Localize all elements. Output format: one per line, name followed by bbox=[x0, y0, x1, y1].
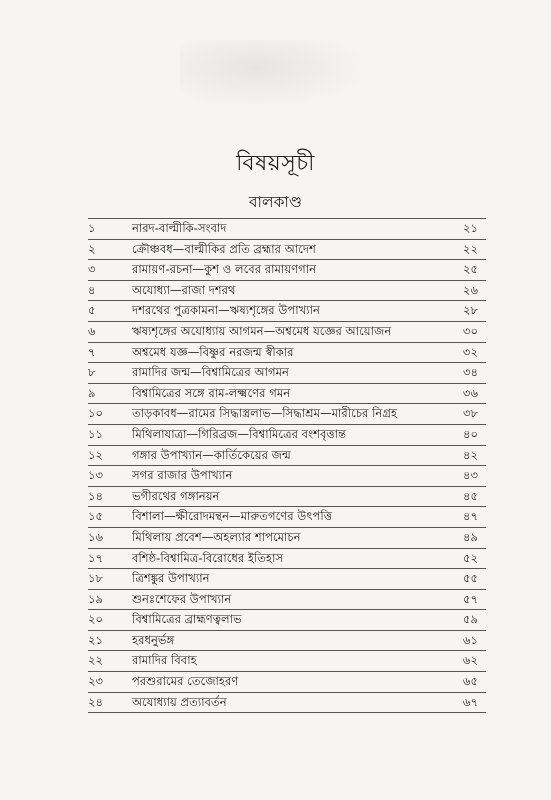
toc-row bbox=[88, 384, 486, 405]
toc-row bbox=[88, 487, 486, 508]
toc-number: ২৪ bbox=[88, 694, 104, 709]
toc-title: শুনঃশেফের উপাখ্যান bbox=[132, 591, 232, 606]
toc-page-number: ৪৫ bbox=[462, 488, 478, 503]
toc-page-number: ৩৪ bbox=[462, 365, 478, 380]
toc-title: অশ্বমেধ যজ্ঞ—বিষ্ণুর নরজন্ম স্বীকার bbox=[132, 344, 294, 359]
toc-page-number: ৪০ bbox=[462, 426, 478, 441]
toc-title: মিথিলাযাত্রা—গিরিব্রজ—বিশ্বামিত্রের বংশবৃত্তান্ত bbox=[132, 426, 347, 441]
toc-row bbox=[88, 610, 486, 631]
toc-number: ২৩ bbox=[88, 674, 104, 689]
toc-row bbox=[88, 425, 486, 446]
toc-page-number: ২৫ bbox=[462, 262, 478, 277]
toc-number: ১৫ bbox=[88, 509, 104, 524]
toc-row bbox=[88, 466, 486, 487]
toc-row bbox=[88, 281, 486, 302]
toc-number: ১৮ bbox=[88, 571, 104, 586]
toc-row bbox=[88, 631, 486, 652]
toc-number: ২১ bbox=[88, 632, 104, 647]
toc-page-number: ৪৩ bbox=[462, 468, 478, 483]
toc-row bbox=[88, 590, 486, 611]
toc-number: ২০ bbox=[88, 612, 104, 627]
toc-row bbox=[88, 693, 486, 714]
toc-number: ১ bbox=[88, 221, 96, 235]
toc-title: অযোধ্যায় প্রত্যাবর্তন bbox=[132, 694, 227, 709]
toc-row bbox=[88, 651, 486, 672]
toc-title: বিশ্বামিত্রের সঙ্গে রাম-লক্ষ্মণের গমন bbox=[132, 385, 291, 400]
toc-number: ৯ bbox=[88, 385, 96, 400]
toc-page-number: ৫৯ bbox=[462, 612, 478, 627]
toc-title: মিথিলায় প্রবেশ—অহল্যার শাপমোচন bbox=[132, 529, 301, 544]
toc-number: ১৬ bbox=[88, 529, 104, 544]
toc-page-number: ২১ bbox=[462, 221, 478, 235]
toc-row bbox=[88, 363, 486, 384]
toc-number: ১৯ bbox=[88, 591, 104, 606]
toc-title: দশরথের পুত্রকামনা—ঋষ্যশৃঙ্গের উপাখ্যান bbox=[132, 303, 320, 318]
toc-title: রামায়ণ-রচনা—কুশ ও লবের রামায়ণগান bbox=[132, 262, 317, 277]
toc-page-number: ৩৬ bbox=[462, 385, 478, 400]
toc-row bbox=[88, 343, 486, 364]
toc-title: হরধনুর্ভঙ্গ bbox=[132, 632, 175, 647]
toc-row bbox=[88, 507, 486, 528]
toc-title: বশিষ্ঠ-বিশ্বামিত্র-বিরোধের ইতিহাস bbox=[132, 550, 284, 565]
toc-page-number: ৩৮ bbox=[462, 406, 478, 421]
page-title: বিষয়সূচী bbox=[236, 151, 315, 176]
toc-row bbox=[88, 528, 486, 549]
toc-title: তাড়কাবধ—রামের সিদ্ধাস্ত্রলাভ—সিদ্ধাশ্রম—মারীচের নিগ্রহ bbox=[132, 406, 398, 421]
toc-page-number: ৬২ bbox=[462, 653, 478, 668]
table-of-contents bbox=[88, 218, 486, 713]
toc-title: বিশ্বামিত্রের ব্রাহ্মণত্বলাভ bbox=[132, 612, 242, 627]
toc-title: অযোধ্যা—রাজা দশরথ bbox=[132, 282, 236, 297]
toc-row bbox=[88, 569, 486, 590]
toc-row bbox=[88, 672, 486, 693]
toc-number: ৬ bbox=[88, 323, 96, 338]
toc-number: ১২ bbox=[88, 447, 104, 462]
toc-page-number: ৪২ bbox=[462, 447, 478, 462]
toc-title: গঙ্গার উপাখ্যান—কার্তিকেয়ের জন্ম bbox=[132, 447, 291, 462]
toc-number: ৩ bbox=[88, 262, 96, 277]
toc-row bbox=[88, 549, 486, 570]
toc-title: রামাদির জন্ম—বিশ্বামিত্রের আগমন bbox=[132, 365, 289, 380]
toc-number: ৭ bbox=[88, 344, 96, 359]
toc-page-number: ৪৯ bbox=[462, 529, 478, 544]
toc-row bbox=[88, 322, 486, 343]
toc-title: ঋষ্যশৃঙ্গের অযোধ্যায় আগমন—অশ্বমেধ যজ্ঞের আয়োজন bbox=[132, 323, 392, 338]
toc-page-number: ৪৭ bbox=[462, 509, 478, 524]
toc-number: ১০ bbox=[88, 406, 104, 421]
toc-page-number: ৫৭ bbox=[462, 591, 478, 606]
toc-page-number: ২৬ bbox=[462, 282, 478, 297]
toc-title: পরশুরামের তেজোহরণ bbox=[132, 674, 239, 689]
toc-title: রামাদির বিবাহ bbox=[132, 653, 197, 668]
toc-page-number: ৬৭ bbox=[462, 694, 478, 709]
toc-title: বিশালা—ক্ষীরোদমন্থন—মারুতগণের উৎপত্তি bbox=[132, 509, 333, 524]
toc-number: ২ bbox=[88, 241, 96, 256]
toc-title: ক্রৌঞ্চবধ—বাল্মীকির প্রতি ব্রহ্মার আদেশ bbox=[132, 241, 316, 256]
toc-title: নারদ-বাল্মীকি-সংবাদ bbox=[132, 221, 227, 235]
toc-page-number: ৩০ bbox=[462, 323, 478, 338]
toc-title: সগর রাজার উপাখ্যান bbox=[132, 468, 233, 483]
toc-title: ত্রিশঙ্কুর উপাখ্যান bbox=[132, 571, 210, 586]
toc-title: ভগীরথের গঙ্গানয়ন bbox=[132, 488, 220, 503]
toc-number: ১৭ bbox=[88, 550, 104, 565]
toc-number: ২২ bbox=[88, 653, 104, 668]
toc-number: ১৩ bbox=[88, 468, 104, 483]
toc-row bbox=[88, 260, 486, 281]
toc-page-number: ৬১ bbox=[462, 632, 478, 647]
toc-page-number: ৩২ bbox=[462, 344, 478, 359]
toc-row bbox=[88, 301, 486, 322]
toc-row bbox=[88, 240, 486, 261]
toc-number: ৮ bbox=[88, 365, 96, 380]
toc-number: ১৪ bbox=[88, 488, 104, 503]
toc-page-number: ৫২ bbox=[462, 550, 478, 565]
section-heading: বালকাণ্ড bbox=[248, 193, 303, 211]
toc-page-number: ২২ bbox=[462, 241, 478, 256]
toc-page-number: ২৮ bbox=[462, 303, 478, 318]
toc-page-number: ৬৫ bbox=[462, 674, 478, 689]
toc-number: ৪ bbox=[88, 282, 96, 297]
toc-number: ১১ bbox=[88, 426, 104, 441]
toc-row bbox=[88, 404, 486, 425]
toc-number: ৫ bbox=[88, 303, 96, 318]
toc-row bbox=[88, 446, 486, 467]
toc-row bbox=[88, 218, 486, 240]
toc-page-number: ৫৫ bbox=[462, 571, 478, 586]
bleed-through-shadow bbox=[180, 40, 370, 110]
